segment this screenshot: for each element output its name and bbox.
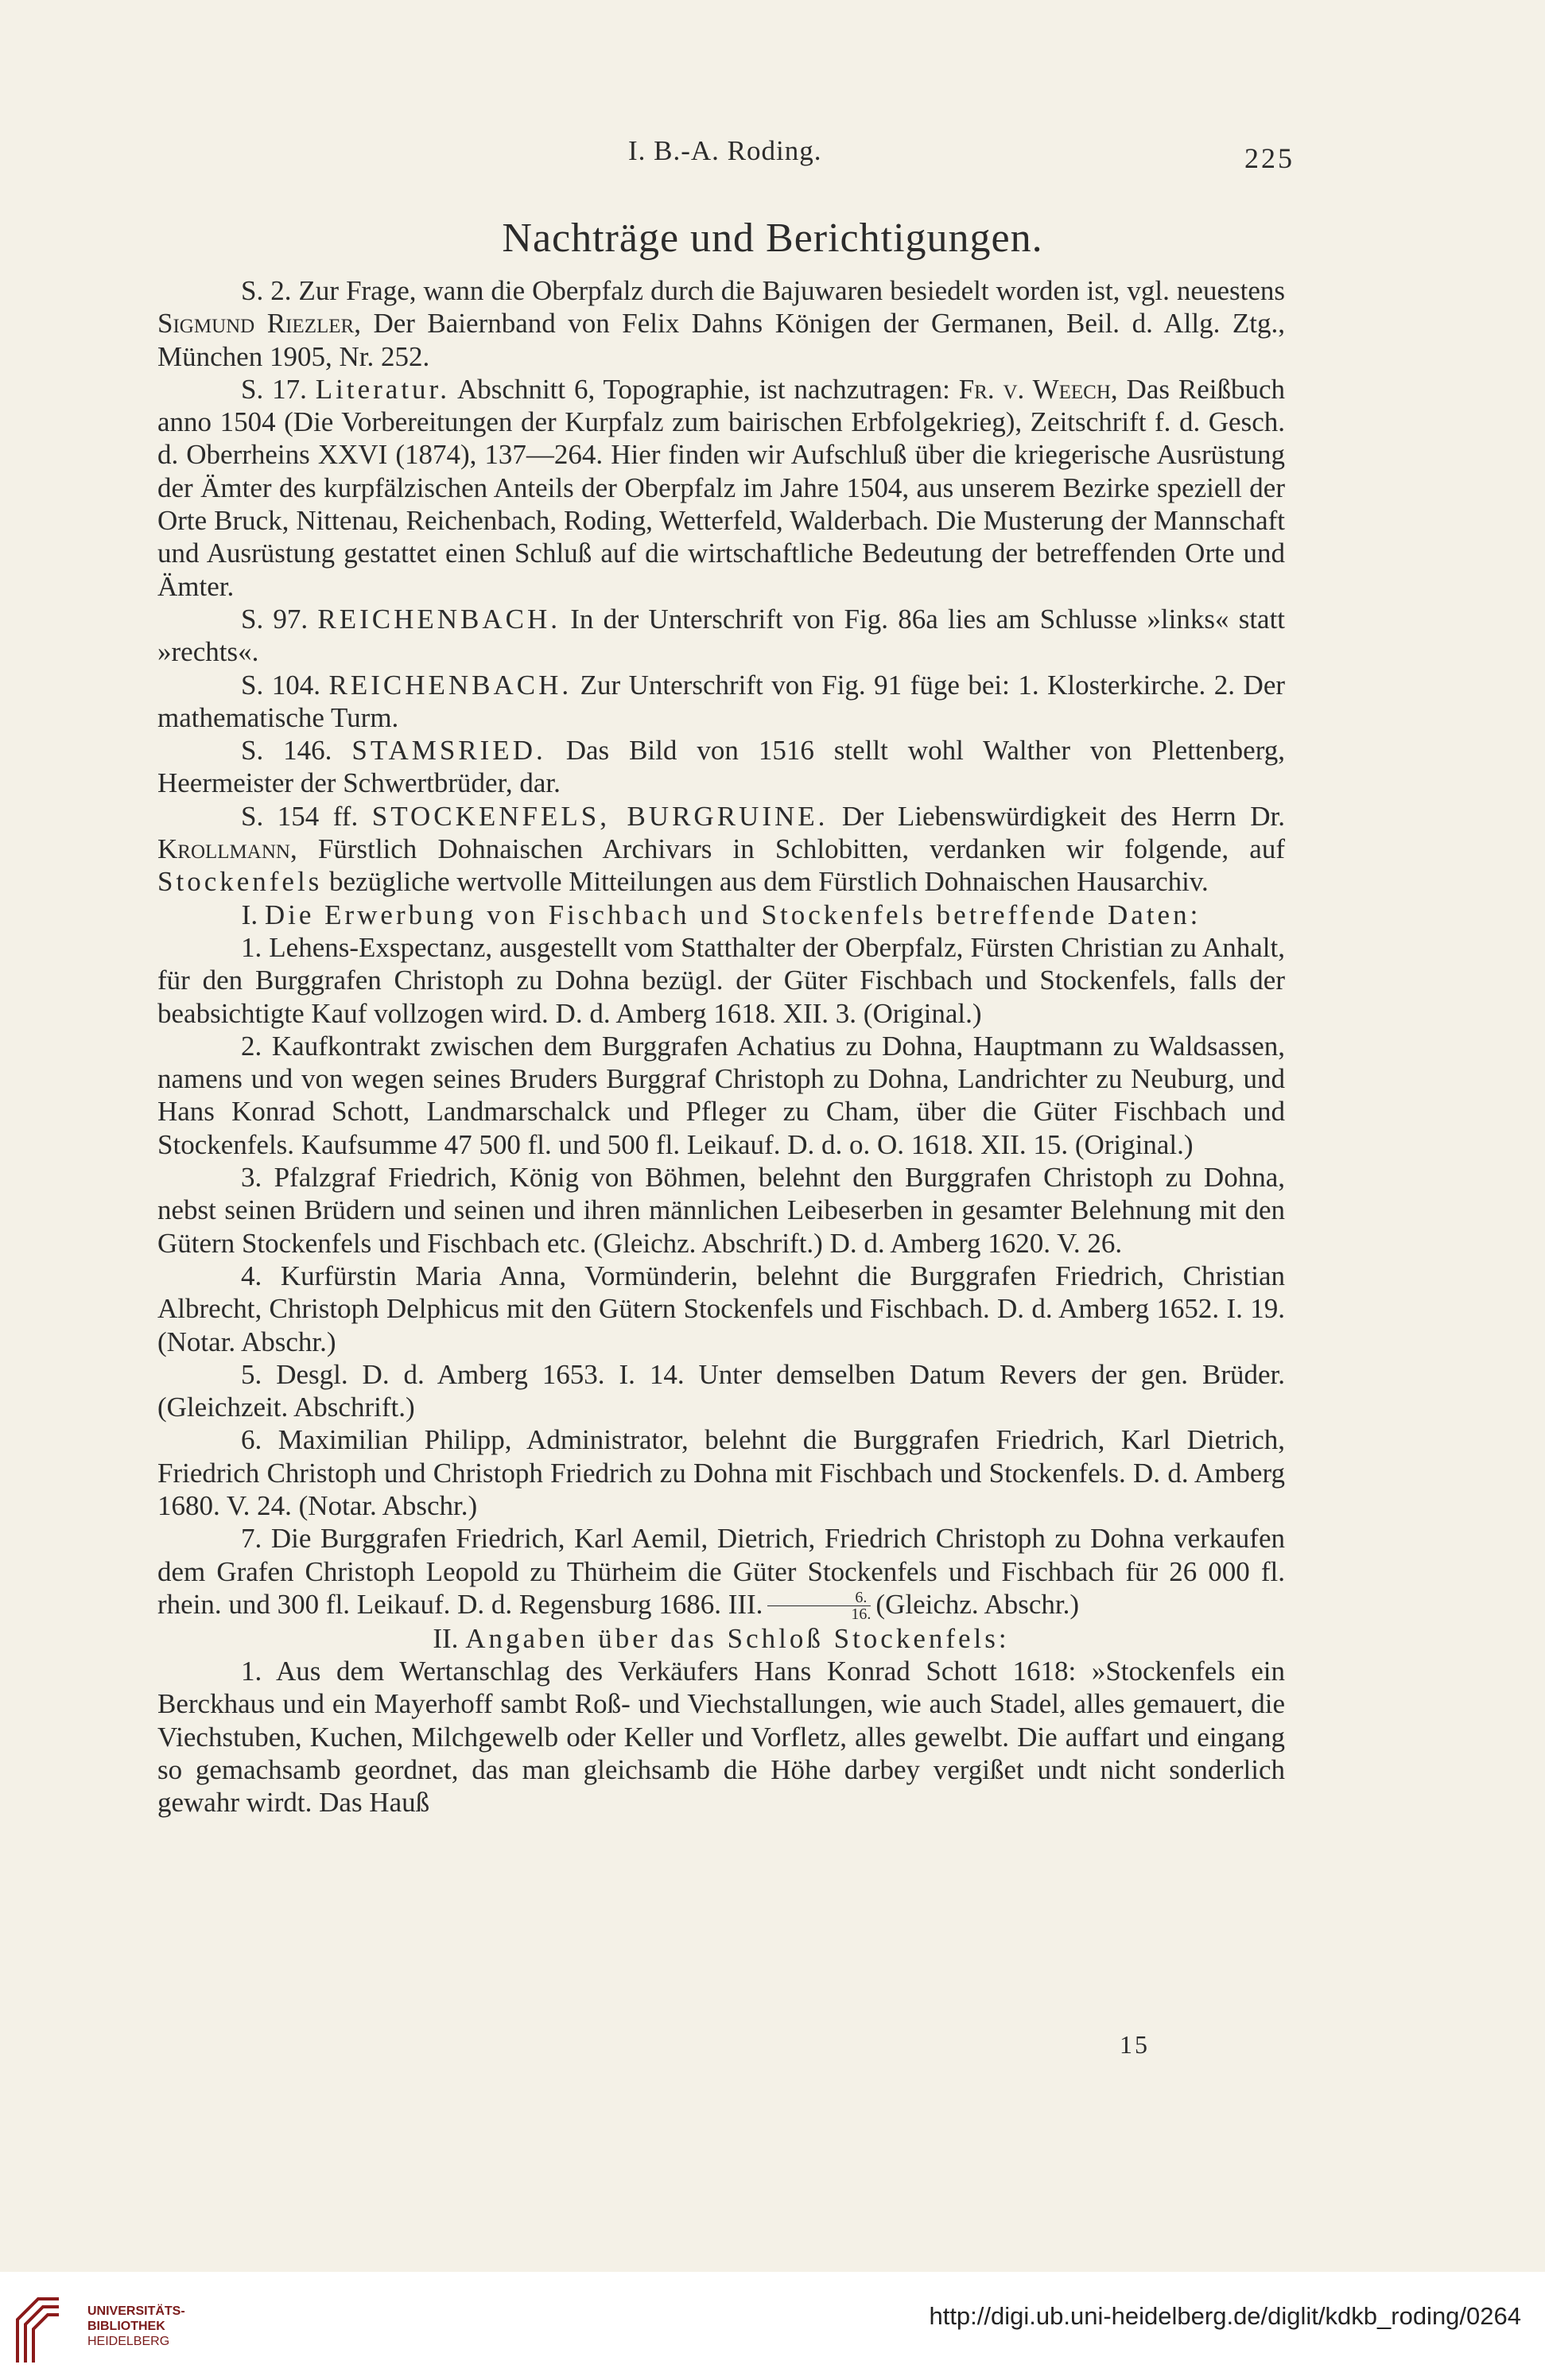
list-item-2-1: 1. Aus dem Wertanschlag des Verkäufers Hans Konrad Schott 1618: »Stockenfels ein Berckhaus und ein Mayerhoff sambt Roß- und Viechstallungen, wie auch Stadel, alles gemauert, die Viechstuben, Kuchen, Milchgewelb oder Keller und Vorfletz, alles gewelbt. Die auffart und eingang so gemachsamb geordnet, das man gleichsamb die Höhe darbey vergißet undt nicht sonderlich gewahr wirdt. Das Hauß (157, 1656, 1285, 1819)
list-item-1-5: 5. Desgl. D. d. Amberg 1653. I. 14. Unter demselben Datum Revers der gen. Brüder. (Gleichzeit. Abschrift.) (157, 1358, 1285, 1423)
paragraph-s2: S. 2. Zur Frage, wann die Oberpfalz durch die Bajuwaren besiedelt worden ist, vgl. neuestens Sigmund Riezler, Der Baiernband von Felix Dahns Königen der Germanen, Beil. d. Allg. Ztg., München 1905, Nr. 252. (157, 275, 1285, 372)
running-header (0, 135, 1545, 175)
date-fraction: $\frac{6.}{16.}$ (767, 1590, 871, 1622)
list-item-1-2: 2. Kaufkontrakt zwischen dem Burggrafen Achatius zu Dohna, Hauptmann zu Waldsassen, namens und von wegen seines Bruders Burggraf Christoph zu Dohna, Landrichter zu Neuburg, und Hans Konrad Schott, Landmarschalck und Pfleger zu Cham, über die Güter Fischbach und Stockenfels. Kaufsumme 47 500 fl. und 500 fl. Leikauf. D. d. o. O. 1618. XII. 15. (Original.) (157, 1030, 1285, 1160)
paragraph-s104: S. 104. REICHENBACH. Zur Unterschrift von Fig. 91 füge bei: 1. Klosterkirche. 2. Der mathematische Turm. (157, 669, 1286, 733)
page-number: 225 (1244, 142, 1295, 174)
subheading-section-2: II. Angaben über das Schloß Stockenfels: (433, 1622, 1010, 1654)
list-item-1-7: 7. Die Burggrafen Friedrich, Karl Aemil, Dietrich, Friedrich Christoph zu Dohna verkaufen dem Grafen Christoph Leopold zu Thürheim die Güter Stockenfels und Fischbach für 26 000 fl. rhein. und 300 fl. Leikauf. D. d. Regensburg 1686. III. $\frac{6.}{16.}$ (Gleichz. Abschr.) (157, 1523, 1285, 1623)
list-item-1-6: 6. Maximilian Philipp, Administrator, belehnt die Burggrafen Friedrich, Karl Dietrich, Friedrich Christoph und Christoph Friedrich zu Dohna mit Fischbach und Stockenfels. D. d. Amberg 1680. V. 24. (Notar. Abschr.) (157, 1424, 1285, 1521)
paragraph-s17: S. 17. Literatur. Abschnitt 6, Topographie, ist nachzutragen: Fr. v. Weech, Das Reißbuch anno 1504 (Die Vorbereitungen der Kurpfalz zum bairischen Erbfolgekrieg), Zeitschrift f. d. Gesch. d. Oberrheins XXVI (1874), 137—264. Hier finden wir Aufschluß über die kriegerische Ausrüstung der Ämter des kurpfälzischen Anteils der Oberpfalz im Jahre 1504, aus unserem Bezirke speziell der Orte Bruck, Nittenau, Reichenbach, Roding, Wetterfeld, Walderbach. Die Musterung der Mannschaft und Ausrüstung gestattet einen Schluß auf die wirtschaftliche Bedeutung der betreffenden Orte und Ämter. (157, 373, 1286, 602)
paragraph-s146: S. 146. STAMSRIED. Das Bild von 1516 stellt wohl Walther von Plettenberg, Heermeister der Schwertbrüder, dar. (157, 735, 1285, 799)
source-url-link[interactable]: http://digi.ub.uni-heidelberg.de/diglit/kdkb_roding/0264 (929, 2302, 1521, 2330)
library-name: UNIVERSITÄTS- BIBLIOTHEK HEIDELBERG (87, 2304, 185, 2348)
paragraph-s154: S. 154 ff. STOCKENFELS, BURGRUINE. Der Liebenswürdigkeit des Herrn Dr. Krollmann, Fürstlich Dohnaischen Archivars in Schlobitten, verdanken wir folgende, auf Stockenfels bezügliche wertvolle Mitteilungen aus dem Fürstlich Dohnaischen Hausarchiv. (157, 800, 1285, 898)
list-item-1-3: 3. Pfalzgraf Friedrich, König von Böhmen, belehnt den Burggrafen Christoph zu Dohna, nebst seinen Brüdern und seinen und ihren männlichen Leibeserben in gesamter Belehnung mit den Gütern Stockenfels und Fischbach etc. (Gleichz. Abschrift.) D. d. Amberg 1620. V. 26. (157, 1162, 1285, 1259)
body-text (157, 274, 1285, 1819)
list-item-1-1: 1. Lehens-Exspectanz, ausgestellt vom Statthalter der Oberpfalz, Fürsten Christian zu Anhalt, für den Burggrafen Christoph zu Dohna bezügl. der Güter Fischbach und Stockenfels, falls der beabsichtigte Kauf vollzogen wird. D. d. Amberg 1618. XII. 3. (Original.) (157, 931, 1285, 1029)
running-title: I. B.-A. Roding. (628, 135, 822, 166)
subheading-section-1: I. Die Erwerbung von Fischbach und Stockenfels betreffende Daten: (241, 899, 1201, 930)
list-item-1-4: 4. Kurfürstin Maria Anna, Vormünderin, belehnt die Burggrafen Friedrich, Christian Albrecht, Christoph Delphicus mit den Gütern Stockenfels und Fischbach. D. d. Amberg 1652. I. 19. (Notar. Abschr.) (157, 1260, 1285, 1357)
section-title: Nachträge und Berichtigungen. (502, 215, 1043, 261)
library-logo-icon (14, 2296, 62, 2364)
digitization-footer (0, 2272, 1545, 2380)
paragraph-s97: S. 97. REICHENBACH. In der Unterschrift von Fig. 86a lies am Schlusse »links« statt »rechts«. (157, 603, 1286, 668)
printer-signature: 15 (1120, 2030, 1150, 2059)
